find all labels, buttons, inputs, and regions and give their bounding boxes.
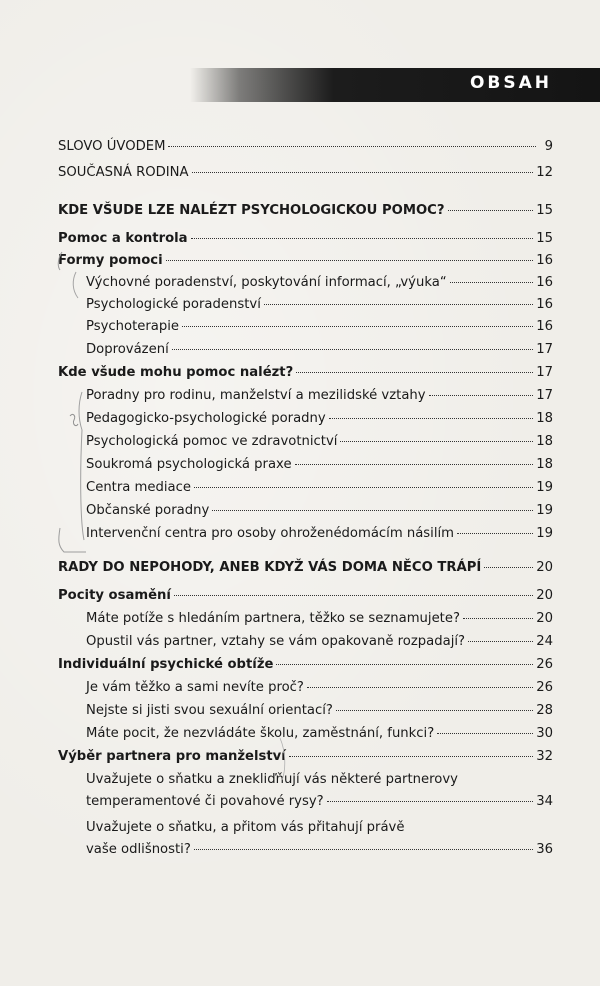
dot-leader — [289, 755, 533, 757]
toc-entry-page: 15 — [536, 203, 553, 218]
toc-entry-page: 18 — [536, 457, 553, 472]
toc-entry-page: 16 — [536, 297, 553, 312]
dot-leader — [329, 417, 534, 419]
toc-entry-title-line2-row — [86, 839, 553, 861]
toc-subentry-psychoterapie — [86, 316, 553, 338]
toc-entry-title: Opustil vás partner, vztahy se vám opakovaně rozpadají? — [86, 634, 466, 649]
toc-section-pomoc-a-kontrola — [58, 228, 553, 250]
toc-entry-page: 30 — [536, 726, 553, 741]
dot-leader — [191, 237, 534, 239]
toc-section-formy-pomoci — [58, 250, 553, 272]
toc-entry-page: 32 — [536, 749, 553, 764]
toc-entry-title: KDE VŠUDE LZE NALÉZT PSYCHOLOGICKOU POMOC? — [58, 203, 445, 218]
toc-entry-title-line2: temperamentové či povahové rysy? — [86, 794, 324, 809]
toc-subentry-doprovazeni — [86, 339, 553, 361]
toc-entry-title: Pomoc a kontrola — [58, 231, 188, 246]
toc-subentry-uvazujete-o-snatku-odlisnosti — [86, 817, 553, 861]
toc-entry-title: Výběr partnera pro manželství — [58, 749, 286, 764]
toc-entry-title: Máte potíže s hledáním partnera, těžko se seznamujete? — [86, 611, 460, 626]
toc-entry-title: Máte pocit, že nezvládáte školu, zaměstnání, funkci? — [86, 726, 435, 741]
toc-entry-title: Psychologické poradenství — [86, 297, 261, 312]
toc-subentry-soukroma-praxe — [86, 454, 553, 476]
toc-chapter-rady-do-nepohody — [58, 557, 553, 579]
header-band — [190, 68, 600, 102]
dot-leader — [457, 532, 533, 534]
toc-entry-page: 16 — [536, 253, 553, 268]
toc-entry-title: Individuální psychické obtíže — [58, 657, 274, 672]
dot-leader — [174, 594, 533, 596]
toc-section-individualni-obtize — [58, 654, 553, 676]
toc-entry-page: 17 — [536, 388, 553, 403]
toc-entry-page: 19 — [536, 526, 553, 541]
toc-entry-page: 36 — [536, 842, 553, 857]
toc-entry-page: 18 — [536, 434, 553, 449]
dot-leader — [264, 303, 533, 305]
toc-entry-title: Nejste si jisti svou sexuální orientací? — [86, 703, 333, 718]
toc-entry-title: Soukromá psychologická praxe — [86, 457, 292, 472]
toc-entry-title-line1: Uvažujete o sňatku a znekliďňují vás některé partnerovy — [86, 772, 458, 787]
toc-entry-title: RADY DO NEPOHODY, ANEB KDYŽ VÁS DOMA NĚCO TRÁPÍ — [58, 560, 482, 575]
toc-entry-page: 20 — [536, 588, 553, 603]
dot-leader — [336, 709, 533, 711]
toc-section-pocity-osameni — [58, 585, 553, 607]
toc-subentry-potize-s-hledanim — [86, 608, 553, 630]
toc-entry-title: Intervenční centra pro osoby ohroženédomácím násilím — [86, 526, 455, 541]
toc-entry-soucasna-rodina — [58, 162, 553, 184]
toc-entry-title: Občanské poradny — [86, 503, 210, 518]
toc-subentry-sexualni-orientace — [86, 700, 553, 722]
toc-subentry-psychologicke-poradenstvi — [86, 294, 553, 316]
toc-entry-title: Centra mediace — [86, 480, 191, 495]
toc-entry-page: 12 — [536, 165, 553, 180]
toc-subentry-zdravotnictvi — [86, 431, 553, 453]
page-title: OBSAH — [469, 73, 552, 93]
toc-entry-title-line1: Uvažujete o sňatku, a přitom vás přitahují právě — [86, 820, 405, 835]
toc-subentry-vychovne-poradenstvi — [86, 272, 553, 294]
toc-entry-title: Pocity osamění — [58, 588, 171, 603]
toc-subentry-opustil-vas-partner — [86, 631, 553, 653]
toc-subentry-je-vam-tezko — [86, 677, 553, 699]
toc-entry-title: Psychoterapie — [86, 319, 180, 334]
toc-entry-title: Formy pomoci — [58, 253, 163, 268]
dot-leader — [484, 566, 533, 568]
toc-subentry-uvazujete-o-snatku-rysy — [86, 769, 553, 813]
toc-entry-title: Poradny pro rodinu, manželství a mezilidské vztahy — [86, 388, 426, 403]
dot-leader — [182, 325, 533, 327]
dot-leader — [192, 171, 534, 173]
toc-entry-page: 20 — [536, 560, 553, 575]
toc-entry-slovo-uvodem — [58, 136, 553, 158]
toc-entry-title-line2-row — [86, 791, 553, 813]
dot-leader — [166, 259, 534, 261]
toc-subentry-obcanske-poradny — [86, 500, 553, 522]
dot-leader — [340, 440, 533, 442]
dot-leader — [295, 463, 534, 465]
toc-subentry-centra-mediace — [86, 477, 553, 499]
toc-entry-page: 17 — [536, 342, 553, 357]
toc-subentry-pedagogicko-psychologicke — [86, 408, 553, 430]
dot-leader — [276, 663, 533, 665]
dot-leader — [307, 686, 533, 688]
dot-leader — [168, 145, 536, 147]
toc-subentry-poradny-pro-rodinu — [86, 385, 553, 407]
dot-leader — [437, 732, 533, 734]
toc-entry-title-line2: vaše odlišnosti? — [86, 842, 191, 857]
toc-entry-page: 16 — [536, 319, 553, 334]
toc-entry-page: 19 — [536, 480, 553, 495]
dot-leader — [448, 209, 534, 211]
toc-entry-page: 20 — [536, 611, 553, 626]
toc-subentry-nezvladate-skolu — [86, 723, 553, 745]
toc-entry-title: Výchovné poradenství, poskytování informací, „výuka“ — [86, 275, 447, 290]
toc-section-vyber-partnera — [58, 746, 553, 768]
toc-entry-page: 26 — [536, 657, 553, 672]
toc-entry-title: Pedagogicko-psychologické poradny — [86, 411, 326, 426]
toc-entry-title: SLOVO ÚVODEM — [58, 139, 166, 154]
toc-entry-page: 19 — [536, 503, 553, 518]
dot-leader — [212, 509, 533, 511]
toc-entry-page: 26 — [536, 680, 553, 695]
dot-leader — [296, 371, 533, 373]
toc-entry-page: 16 — [536, 275, 553, 290]
dot-leader — [450, 281, 534, 283]
dot-leader — [327, 800, 534, 802]
toc-subentry-intervencni-centra — [86, 523, 553, 545]
toc-entry-page: 24 — [536, 634, 553, 649]
toc-entry-page: 34 — [536, 794, 553, 809]
dot-leader — [429, 394, 534, 396]
toc-entry-page: 17 — [536, 365, 553, 380]
toc-entry-title: Doprovázení — [86, 342, 169, 357]
dot-leader — [194, 848, 533, 850]
dot-leader — [172, 348, 533, 350]
toc-entry-title: Psychologická pomoc ve zdravotnictví — [86, 434, 338, 449]
toc-entry-title: Kde všude mohu pomoc nalézt? — [58, 365, 294, 380]
toc-entry-page: 18 — [536, 411, 553, 426]
dot-leader — [463, 617, 533, 619]
toc-section-kde-vsude-mohu — [58, 362, 553, 384]
dot-leader — [468, 640, 533, 642]
toc-entry-title: Je vám těžko a sami nevíte proč? — [86, 680, 304, 695]
toc-entry-page: 9 — [544, 139, 553, 154]
toc-entry-page: 15 — [536, 231, 553, 246]
dot-leader — [194, 486, 533, 488]
toc-entry-page: 28 — [536, 703, 553, 718]
toc-chapter-psychologicka-pomoc — [58, 200, 553, 222]
toc-entry-title: SOUČASNÁ RODINA — [58, 165, 189, 180]
